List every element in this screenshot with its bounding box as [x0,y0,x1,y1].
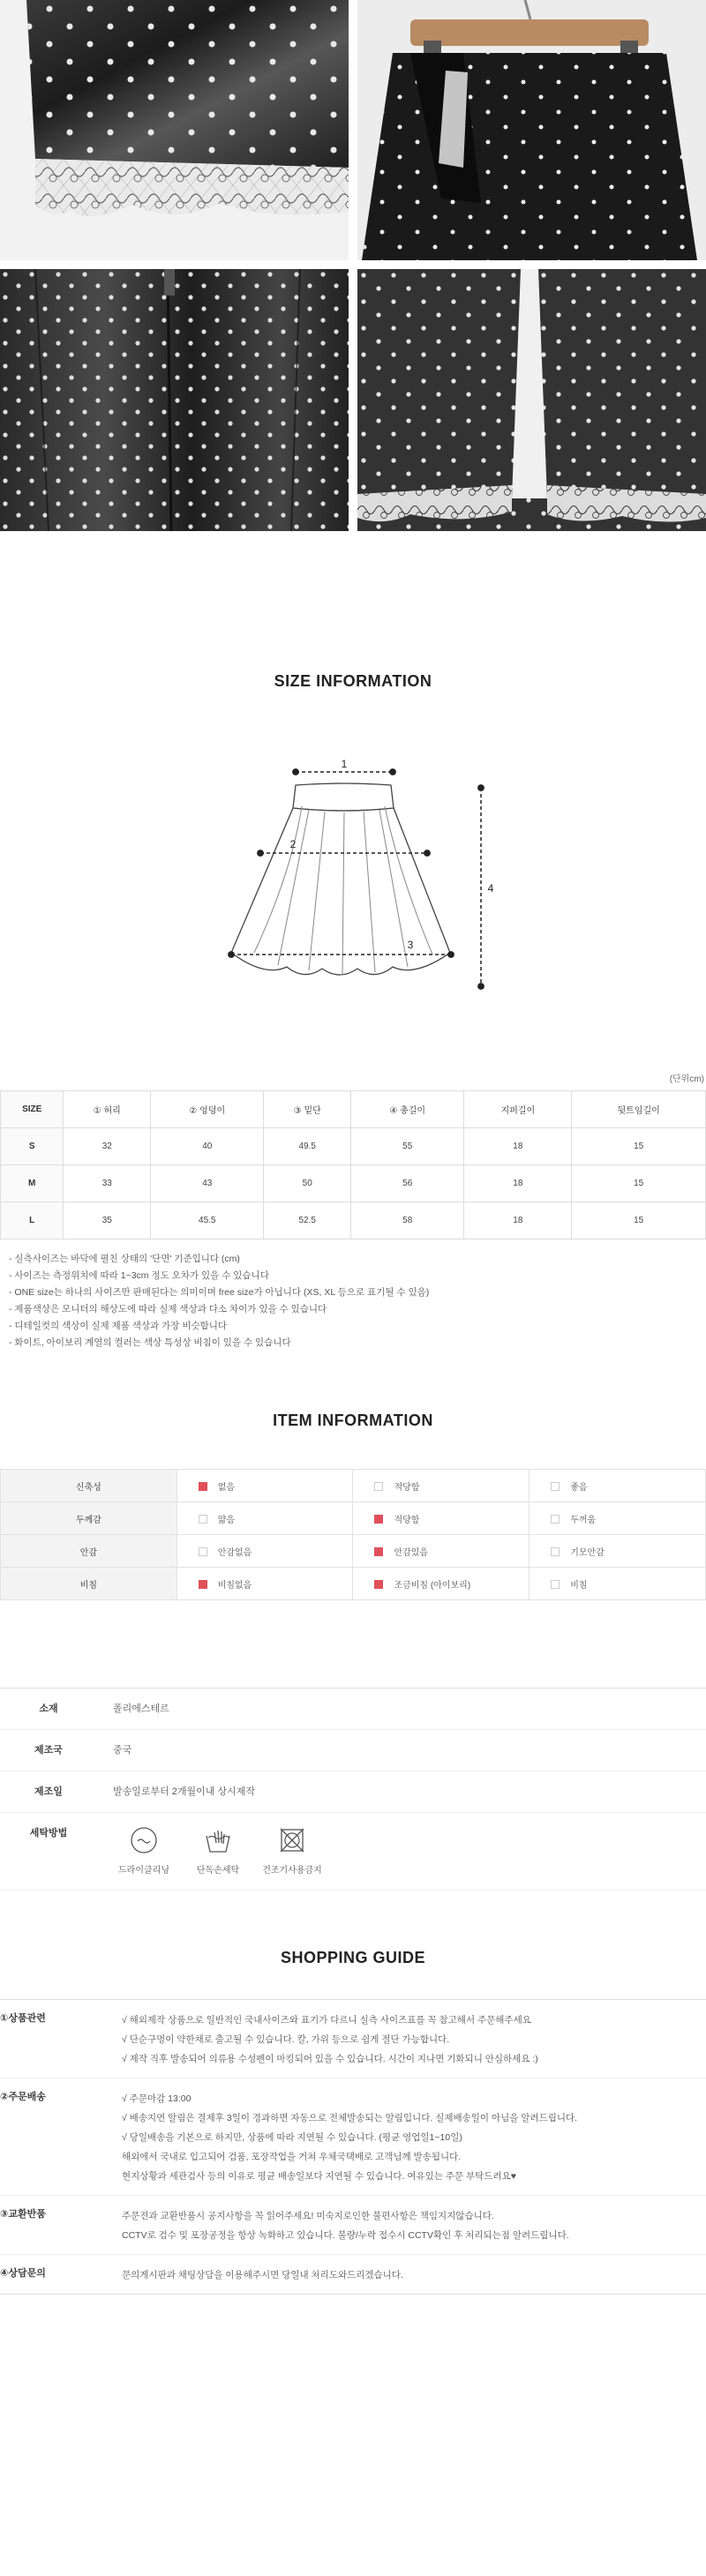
info-row-date [0,1771,706,1813]
item-option-label: 적당함 [394,1482,420,1493]
guide-content [108,2255,706,2294]
size-cell: 40 [151,1128,264,1165]
checkbox-icon [551,1482,560,1491]
item-option [176,1470,353,1502]
item-option-label: 안감있음 [394,1547,429,1558]
product-photo-hanger [357,0,706,260]
size-cell: 58 [351,1202,464,1239]
info-row-care [0,1813,706,1891]
checkbox-icon [551,1547,560,1556]
guide-label: ④상담문의 [0,2268,46,2279]
size-note: - ONE size는 하나의 사이즈만 판매된다는 의미이며 free size가 아닙니다 (XS, XL 등으로 표기될 수 있음) [9,1287,430,1298]
size-col-header: 뒷트임길이 [572,1091,706,1128]
guide-line: 해외에서 국내로 입고되어 검품, 포장작업을 거쳐 우체국택배로 고객님께 발송됩니다. [122,2152,462,2162]
product-photo-hem-closeup [0,0,349,260]
size-cell: L [1,1202,64,1239]
care-item [187,1825,249,1876]
size-cell: 43 [151,1165,264,1202]
care-label: 건조기사용금지 [262,1866,322,1876]
guide-line: 주문전과 교환반품시 공지사항을 꼭 읽어주세요! 미숙지로인한 불편사항은 책임지지않습니다. [122,2211,494,2221]
guide-line: 문의게시판과 채팅상담을 이용해주시면 당일내 처리도와드리겠습니다. [122,2270,403,2280]
guide-label: ①상품관련 [0,2013,46,2024]
item-option [353,1502,530,1535]
size-col-header: ② 엉덩이 [151,1091,264,1128]
dimension-label-1: 1 [341,758,348,770]
size-col-header: ③ 밑단 [264,1091,351,1128]
size-table-header [1,1091,706,1128]
info-label: 제조국 [34,1745,63,1756]
size-cell: 49.5 [264,1128,351,1165]
size-cell: 50 [264,1165,351,1202]
item-row-label: 두께감 [1,1502,177,1535]
guide-line: √ 배송지연 알림은 결제후 3일이 경과하면 자동으로 전체발송되는 알림입니다. 실제배송일이 아님을 알려드립니다. [122,2113,578,2123]
size-cell: 18 [464,1202,572,1239]
item-info-table [0,1469,706,1600]
care-item [113,1825,175,1876]
item-row-see-through [1,1568,706,1600]
size-cell: 35 [64,1202,151,1239]
info-label: 세탁방법 [29,1828,68,1838]
size-col-header: SIZE [1,1091,64,1128]
size-cell: 18 [464,1128,572,1165]
checked-box-icon [374,1515,383,1524]
item-row-thickness [1,1502,706,1535]
item-option [530,1470,706,1502]
skirt-size-diagram [212,750,503,1006]
product-photo-back-zipper [0,269,349,531]
guide-row-exchange [0,2196,706,2255]
item-option-label: 얇음 [217,1515,236,1525]
product-info-table [0,1688,706,1891]
info-value: 폴리에스테르 [113,1704,169,1714]
hand-wash-icon [203,1825,233,1855]
dry-clean-icon [129,1825,159,1855]
info-row-material [0,1689,706,1730]
checked-box-icon [199,1580,207,1589]
item-option [353,1535,530,1568]
item-option [176,1535,353,1568]
item-information-title: ITEM INFORMATION [273,1412,433,1429]
item-option-label: 두꺼움 [570,1515,597,1525]
guide-line: √ 당일배송을 기본으로 하지만, 상품에 따라 지연될 수 있습니다. (평균 영업일1~10일) [122,2132,462,2143]
checked-box-icon [199,1482,207,1491]
table-row [1,1128,706,1165]
size-notes [9,1251,697,1352]
size-cell: 56 [351,1165,464,1202]
checkbox-icon [551,1580,560,1589]
care-label: 단독손세탁 [196,1866,240,1876]
guide-row-product [0,2000,706,2078]
size-note: - 디테일컷의 색상이 실제 제품 색상과 가장 비슷합니다 [9,1321,228,1331]
size-cell: 52.5 [264,1202,351,1239]
item-option [530,1535,706,1568]
size-cell: 33 [64,1165,151,1202]
item-option [530,1568,706,1600]
item-option-label: 기모안감 [570,1547,605,1558]
dimension-label-4: 4 [487,882,494,895]
item-option-label: 안감없음 [217,1547,252,1558]
size-cell: M [1,1165,64,1202]
checkbox-icon [551,1515,560,1524]
guide-content [108,2078,706,2195]
size-col-header: 지퍼길이 [464,1091,572,1128]
item-row-lining [1,1535,706,1568]
care-label: 드라이클리닝 [118,1866,169,1876]
guide-content [108,2196,706,2254]
guide-line: 현지상황과 세관검사 등의 이유로 평균 배송일보다 지연될 수 있습니다. 여유있는 주문 부탁드려요♥ [122,2171,516,2182]
size-note: - 화이트, 아이보리 계열의 컬러는 색상 특성상 비침이 있을 수 있습니다 [9,1337,291,1348]
dimension-label-2: 2 [289,838,297,850]
item-row-label: 비침 [1,1568,177,1600]
item-option [353,1568,530,1600]
info-value: 중국 [113,1745,132,1756]
checkbox-icon [199,1515,207,1524]
guide-line: √ 해외제작 상품으로 일반적인 국내사이즈와 표기가 다르니 실측 사이즈표를 꼭 참고해서 주문해주세요 [122,2015,531,2026]
size-cell: S [1,1128,64,1165]
product-photo-back-slit [357,269,706,531]
guide-line: √ 제작 직후 발송되어 의류용 수성펜이 마킹되어 있을 수 있습니다. 시간이 지나면 기화되니 안심하세요 :) [122,2054,538,2064]
table-row [1,1202,706,1239]
size-cell: 18 [464,1165,572,1202]
size-note: - 실측사이즈는 바닥에 펼친 상태의 '단면' 기준입니다 (cm) [9,1254,240,1264]
item-option-label: 적당함 [394,1515,420,1525]
size-table [0,1090,706,1239]
item-row-stretch [1,1470,706,1502]
info-label: 제조일 [34,1786,63,1797]
checkbox-icon [374,1482,383,1491]
size-unit-label: (단위cm) [669,1075,704,1084]
checked-box-icon [374,1580,383,1589]
info-value: 발송일로부터 2개월이내 상시제작 [113,1786,255,1797]
item-option [353,1470,530,1502]
size-cell: 55 [351,1128,464,1165]
guide-row-shipping [0,2078,706,2196]
shopping-guide-title: SHOPPING GUIDE [280,1949,426,1966]
size-note: - 사이즈는 측정위치에 따라 1~3cm 정도 오차가 있을 수 있습니다 [9,1270,269,1281]
item-option-label: 조금비침 (아이보리) [394,1580,471,1591]
shopping-guide-table [0,1999,706,2295]
item-option [176,1568,353,1600]
size-cell: 32 [64,1128,151,1165]
care-icons [113,1825,706,1876]
info-row-country [0,1730,706,1771]
item-row-label: 안감 [1,1535,177,1568]
item-option-label: 비침없음 [217,1580,252,1591]
size-col-header: ④ 총길이 [351,1091,464,1128]
size-cell: 15 [572,1202,706,1239]
info-value [97,1813,706,1890]
item-row-label: 신축성 [1,1470,177,1502]
dimension-label-3: 3 [407,939,414,951]
size-cell: 45.5 [151,1202,264,1239]
care-item [261,1825,323,1876]
product-photo-grid [0,0,706,531]
item-option-label: 좋음 [570,1482,588,1493]
item-option [530,1502,706,1535]
checkbox-icon [199,1547,207,1556]
size-cell: 15 [572,1128,706,1165]
size-information-title: SIZE INFORMATION [274,672,432,690]
no-tumble-dry-icon [277,1825,307,1855]
size-note: - 제품색상은 모니터의 해상도에 따라 실제 색상과 다소 차이가 있을 수 있습니다 [9,1304,327,1314]
item-option-label: 비침 [570,1580,588,1591]
guide-content [108,2000,706,2078]
item-option-label: 없음 [217,1482,236,1493]
item-option [176,1502,353,1535]
guide-line: √ 단순구멍이 약한채로 출고될 수 있습니다. 칼, 가위 등으로 쉽게 절단 가능합니다. [122,2034,450,2045]
guide-line: √ 주문마감 13:00 [122,2093,192,2104]
info-label: 소재 [39,1704,58,1714]
size-col-header: ① 허리 [64,1091,151,1128]
guide-row-inquiry [0,2255,706,2294]
guide-line: CCTV로 검수 및 포장공정을 항상 녹화하고 있습니다. 불량/누락 접수시 CCTV확인 후 처리되는점 알려드립니다. [122,2230,569,2241]
guide-label: ②주문배송 [0,2092,46,2102]
checked-box-icon [374,1547,383,1556]
guide-label: ③교환반품 [0,2209,46,2220]
size-cell: 15 [572,1165,706,1202]
table-row [1,1165,706,1202]
